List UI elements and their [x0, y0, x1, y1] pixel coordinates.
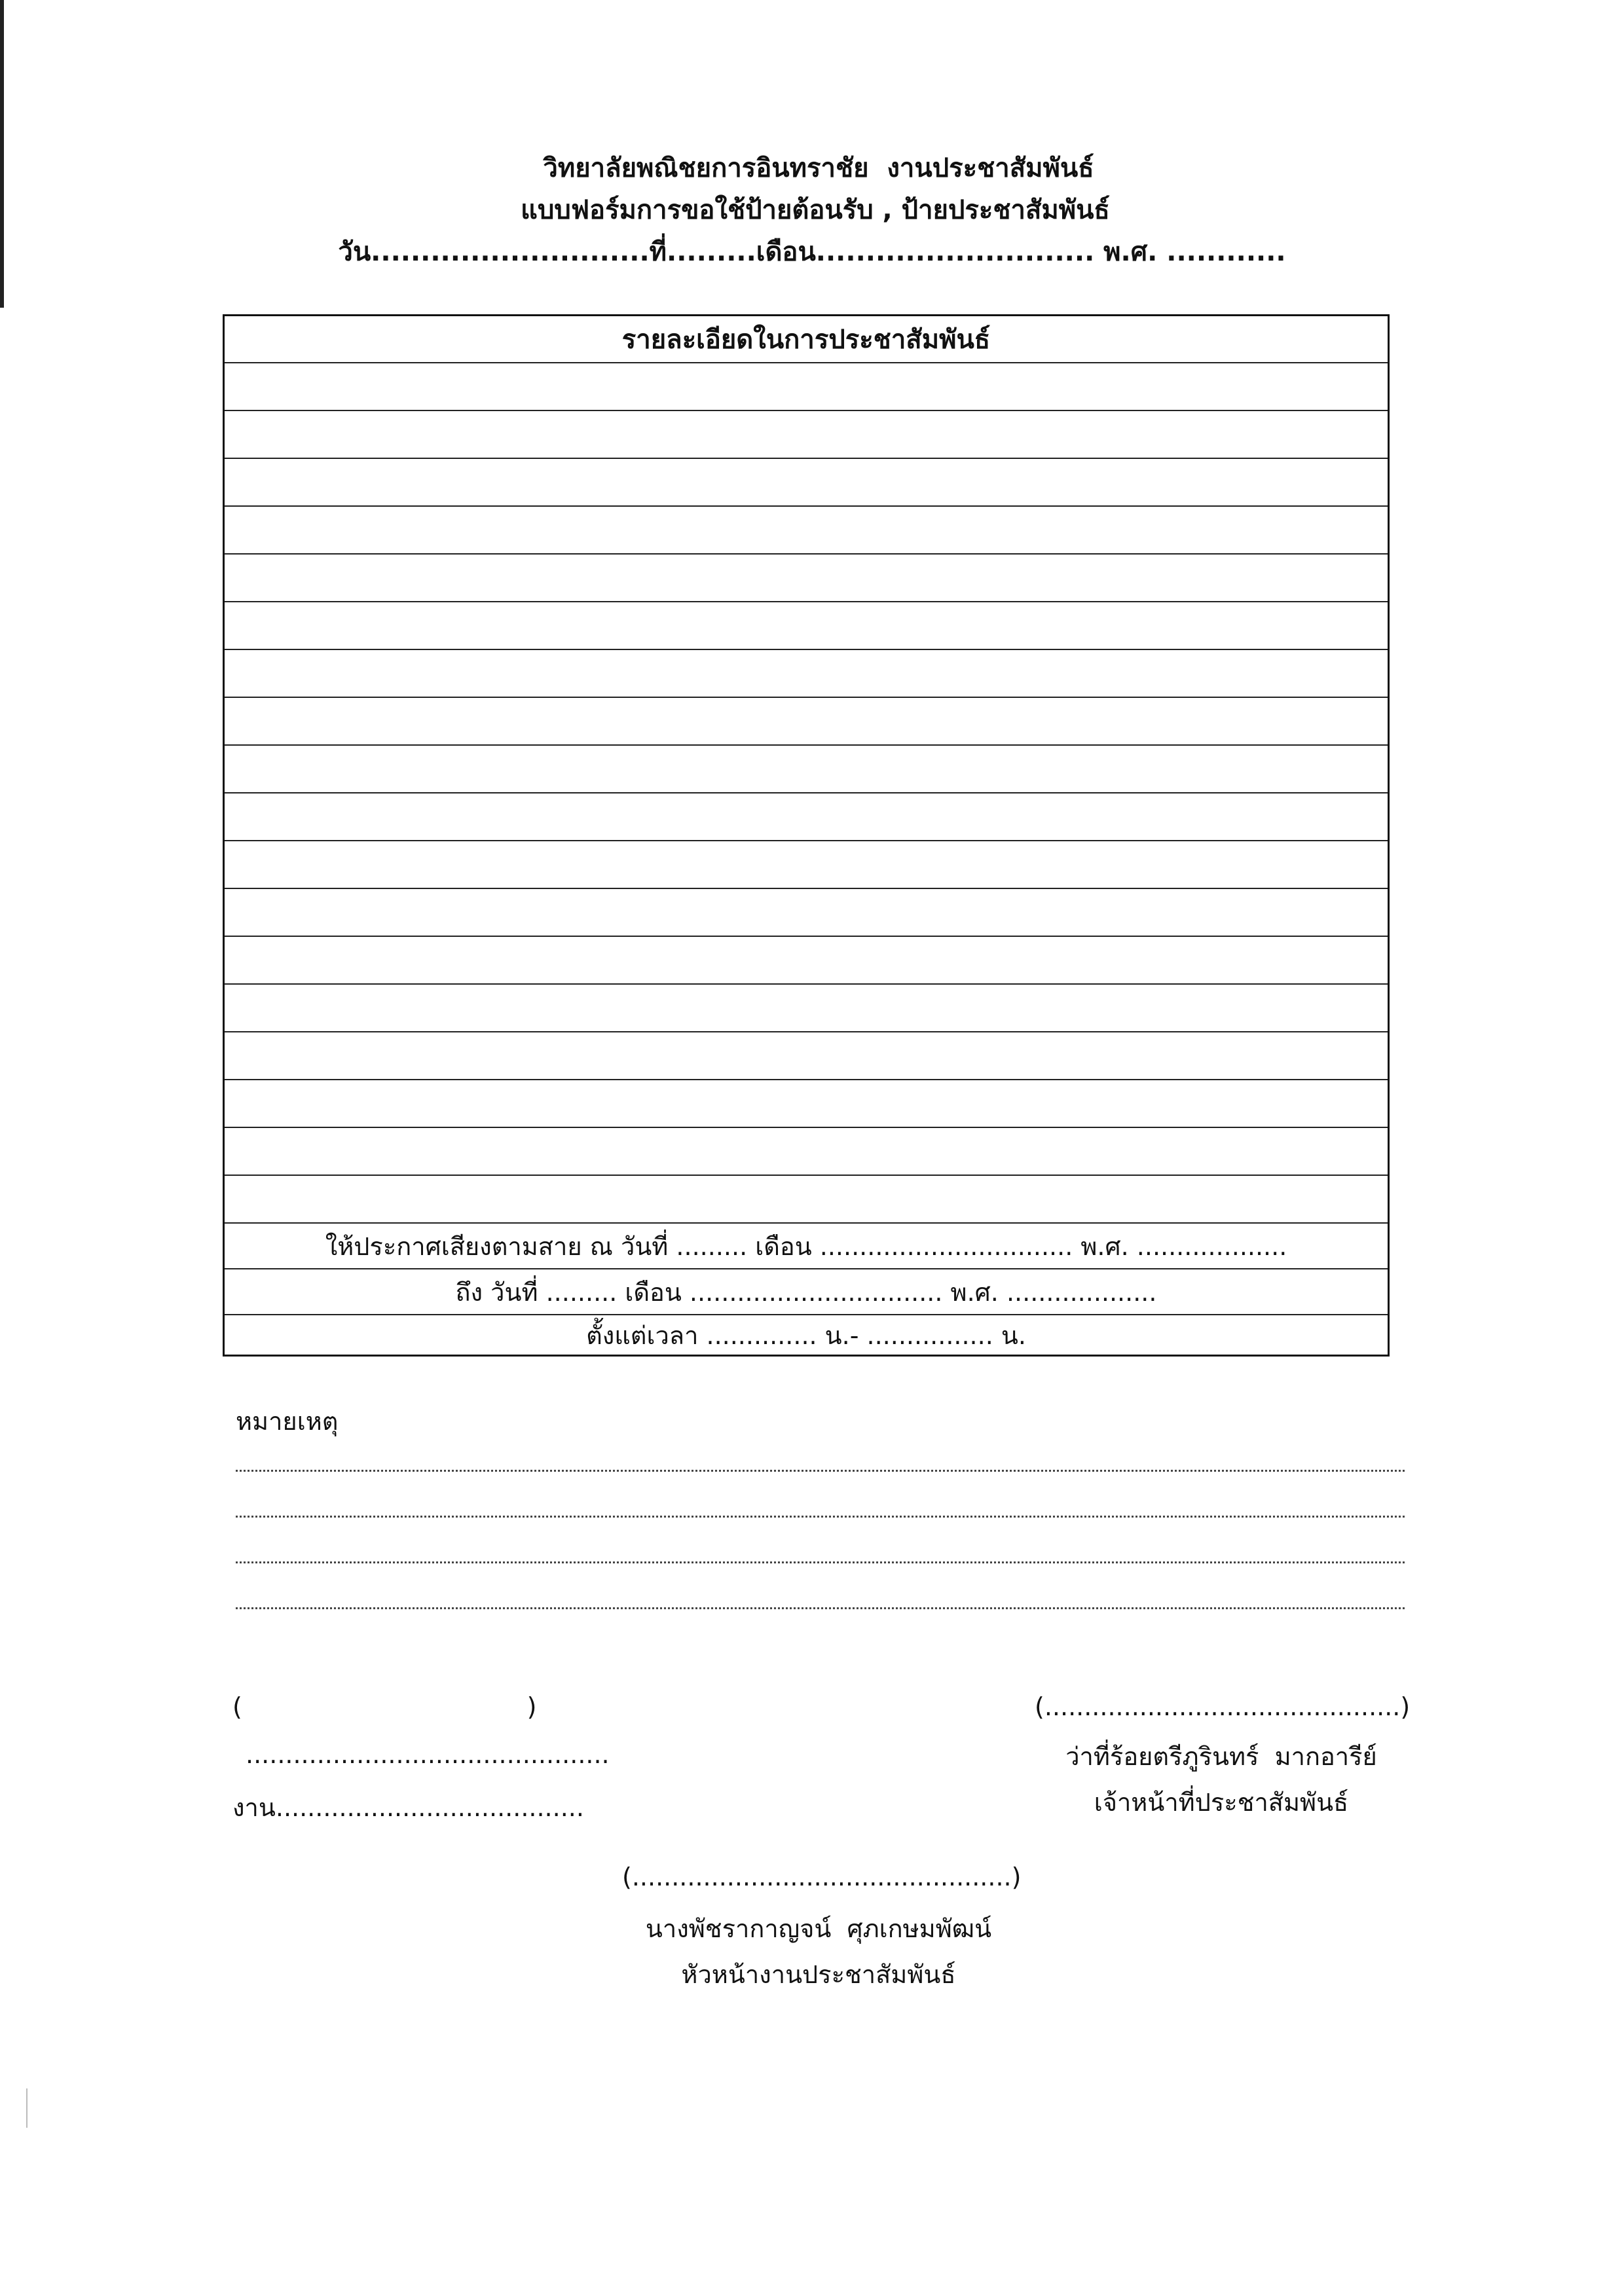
- details-entry-row-2[interactable]: [225, 411, 1388, 459]
- details-entry-row-13[interactable]: [225, 937, 1388, 985]
- date-line: วัน............................ที่.........เดือน............................ พ.ศ. ............: [338, 237, 1286, 267]
- requester-name-field[interactable]: ..............................................: [246, 1740, 610, 1769]
- details-entry-row-9[interactable]: [225, 746, 1388, 793]
- details-entry-row-6[interactable]: [225, 602, 1388, 650]
- details-entry-row-10[interactable]: [225, 793, 1388, 841]
- remarks-label: หมายเหตุ: [236, 1407, 339, 1436]
- announce-start-date[interactable]: ให้ประกาศเสียงตามสาย ณ วันที่ ......... เดือน ................................ พ.ศ. ...................: [225, 1224, 1388, 1269]
- college-title: วิทยาลัยพณิชยการอินทราชัย งานประชาสัมพันธ์: [543, 153, 1094, 183]
- details-table-title: รายละเอียดในการประชาสัมพันธ์: [225, 316, 1388, 363]
- requester-department-field[interactable]: งาน.......................................: [232, 1793, 584, 1822]
- details-entry-row-12[interactable]: [225, 889, 1388, 937]
- details-entry-row-1[interactable]: [225, 363, 1388, 411]
- remarks-line-1[interactable]: [236, 1444, 1405, 1472]
- remarks-line-3[interactable]: [236, 1535, 1405, 1563]
- details-entry-row-3[interactable]: [225, 459, 1388, 507]
- details-entry-row-15[interactable]: [225, 1032, 1388, 1080]
- details-entry-row-16[interactable]: [225, 1080, 1388, 1128]
- details-entry-row-4[interactable]: [225, 507, 1388, 555]
- form-title: แบบฟอร์มการขอใช้ป้ายต้อนรับ , ป้ายประชาสัมพันธ์: [521, 195, 1110, 225]
- details-entry-row-11[interactable]: [225, 841, 1388, 889]
- pr-head-signature[interactable]: (................................................): [622, 1863, 1022, 1891]
- remarks-line-2[interactable]: [236, 1489, 1405, 1518]
- announce-time-range[interactable]: ตั้งแต่เวลา .............. น.- ................ น.: [586, 1321, 1026, 1350]
- details-table: [223, 314, 1390, 1357]
- details-entry-row-7[interactable]: [225, 650, 1388, 698]
- form-header: [0, 147, 1624, 273]
- pr-officer-signature[interactable]: (.............................................): [1035, 1692, 1411, 1721]
- details-entry-row-17[interactable]: [225, 1128, 1388, 1176]
- pr-head-title: หัวหน้างานประชาสัมพันธ์: [681, 1960, 956, 1989]
- announce-end-date[interactable]: ถึง วันที่ ......... เดือน ................................ พ.ศ. ...................: [225, 1269, 1388, 1315]
- requester-signature[interactable]: ( ): [232, 1692, 537, 1721]
- details-entry-row-18[interactable]: [225, 1176, 1388, 1224]
- pr-head-name: นางพัชรากาญจน์ ศุภเกษมพัฒน์: [645, 1914, 992, 1943]
- pr-officer-title: เจ้าหน้าที่ประชาสัมพันธ์: [1094, 1788, 1349, 1817]
- details-entry-row-8[interactable]: [225, 698, 1388, 746]
- details-entry-row-5[interactable]: [225, 555, 1388, 602]
- scan-edge-mark-lower: [26, 2088, 28, 2128]
- details-entry-row-14[interactable]: [225, 985, 1388, 1032]
- remarks-line-4[interactable]: [236, 1581, 1405, 1609]
- pr-officer-name: ว่าที่ร้อยตรีภูรินทร์ มากอารีย์: [1065, 1742, 1377, 1771]
